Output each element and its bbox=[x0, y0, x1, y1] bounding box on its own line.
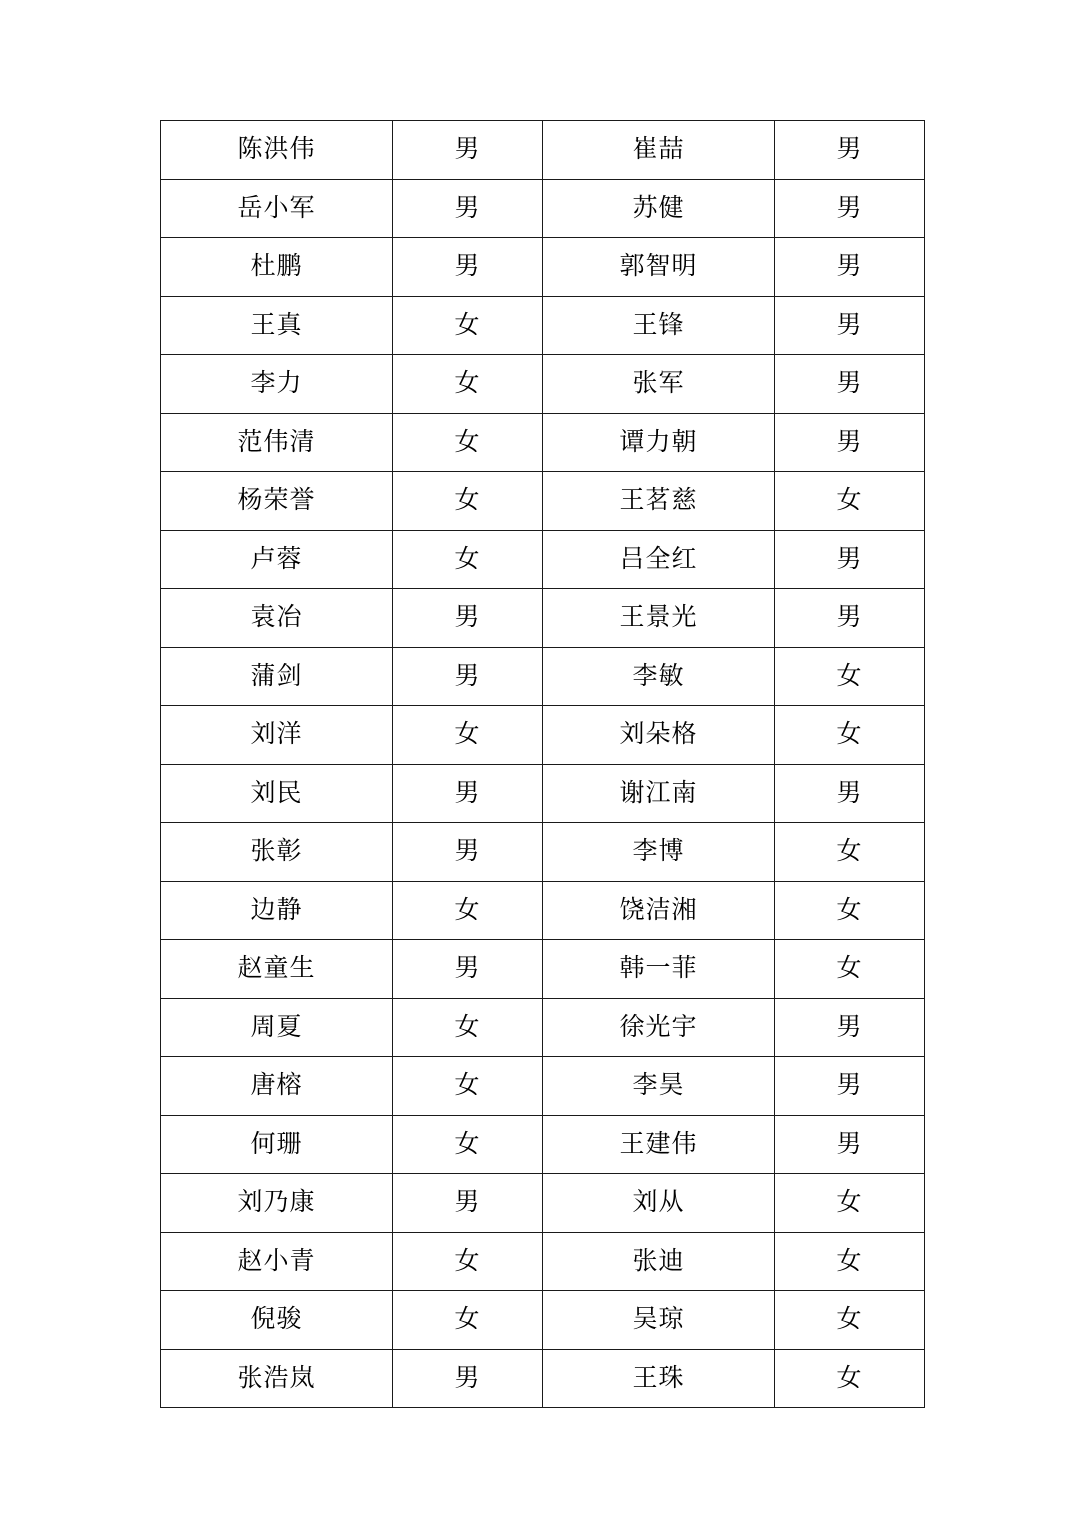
cell-sex-right: 男 bbox=[775, 179, 925, 238]
cell-name-left: 袁冶 bbox=[161, 589, 393, 648]
cell-name-right: 李昊 bbox=[543, 1057, 775, 1116]
cell-sex-right: 男 bbox=[775, 121, 925, 180]
cell-name-left: 张彰 bbox=[161, 823, 393, 882]
cell-sex-left: 男 bbox=[393, 1349, 543, 1408]
cell-name-right: 王建伟 bbox=[543, 1115, 775, 1174]
cell-name-left: 何珊 bbox=[161, 1115, 393, 1174]
cell-name-right: 刘从 bbox=[543, 1174, 775, 1233]
cell-name-right: 崔喆 bbox=[543, 121, 775, 180]
table-row bbox=[161, 647, 925, 706]
cell-name-right: 韩一菲 bbox=[543, 940, 775, 999]
cell-name-left: 周夏 bbox=[161, 998, 393, 1057]
cell-sex-left: 女 bbox=[393, 530, 543, 589]
cell-sex-right: 女 bbox=[775, 1349, 925, 1408]
cell-sex-left: 女 bbox=[393, 881, 543, 940]
cell-sex-right: 女 bbox=[775, 472, 925, 531]
cell-sex-right: 女 bbox=[775, 647, 925, 706]
table-row bbox=[161, 764, 925, 823]
cell-name-left: 王真 bbox=[161, 296, 393, 355]
cell-name-left: 边静 bbox=[161, 881, 393, 940]
cell-name-left: 刘乃康 bbox=[161, 1174, 393, 1233]
table-row bbox=[161, 296, 925, 355]
cell-sex-left: 女 bbox=[393, 706, 543, 765]
cell-name-right: 张军 bbox=[543, 355, 775, 414]
cell-name-left: 李力 bbox=[161, 355, 393, 414]
cell-name-left: 杨荣誉 bbox=[161, 472, 393, 531]
cell-sex-left: 女 bbox=[393, 1115, 543, 1174]
cell-name-left: 赵小青 bbox=[161, 1232, 393, 1291]
cell-name-right: 王锋 bbox=[543, 296, 775, 355]
table-row bbox=[161, 121, 925, 180]
cell-sex-left: 女 bbox=[393, 413, 543, 472]
table-row bbox=[161, 589, 925, 648]
cell-sex-right: 男 bbox=[775, 413, 925, 472]
cell-sex-right: 男 bbox=[775, 530, 925, 589]
cell-name-left: 蒲剑 bbox=[161, 647, 393, 706]
cell-sex-left: 男 bbox=[393, 238, 543, 297]
cell-name-right: 吕全红 bbox=[543, 530, 775, 589]
cell-sex-right: 男 bbox=[775, 296, 925, 355]
cell-name-left: 范伟清 bbox=[161, 413, 393, 472]
cell-name-left: 赵童生 bbox=[161, 940, 393, 999]
cell-sex-left: 女 bbox=[393, 998, 543, 1057]
cell-name-right: 张迪 bbox=[543, 1232, 775, 1291]
cell-sex-right: 女 bbox=[775, 881, 925, 940]
cell-name-right: 刘朵格 bbox=[543, 706, 775, 765]
cell-sex-right: 男 bbox=[775, 1057, 925, 1116]
cell-sex-right: 女 bbox=[775, 940, 925, 999]
cell-sex-right: 男 bbox=[775, 1115, 925, 1174]
cell-name-right: 王珠 bbox=[543, 1349, 775, 1408]
cell-name-right: 谭力朝 bbox=[543, 413, 775, 472]
cell-sex-left: 男 bbox=[393, 940, 543, 999]
table-row bbox=[161, 1291, 925, 1350]
cell-name-left: 倪骏 bbox=[161, 1291, 393, 1350]
cell-name-right: 郭智明 bbox=[543, 238, 775, 297]
cell-sex-left: 女 bbox=[393, 1232, 543, 1291]
cell-name-right: 王景光 bbox=[543, 589, 775, 648]
cell-sex-left: 男 bbox=[393, 647, 543, 706]
table-row bbox=[161, 413, 925, 472]
cell-name-left: 陈洪伟 bbox=[161, 121, 393, 180]
table-row bbox=[161, 238, 925, 297]
table-row bbox=[161, 706, 925, 765]
table-row bbox=[161, 1349, 925, 1408]
cell-name-right: 李博 bbox=[543, 823, 775, 882]
roster-table bbox=[160, 120, 925, 1408]
cell-sex-left: 女 bbox=[393, 355, 543, 414]
cell-name-left: 杜鹏 bbox=[161, 238, 393, 297]
table-row bbox=[161, 472, 925, 531]
cell-name-right: 谢江南 bbox=[543, 764, 775, 823]
cell-sex-left: 男 bbox=[393, 589, 543, 648]
cell-name-left: 唐榕 bbox=[161, 1057, 393, 1116]
table-row bbox=[161, 998, 925, 1057]
cell-name-left: 刘洋 bbox=[161, 706, 393, 765]
cell-name-left: 张浩岚 bbox=[161, 1349, 393, 1408]
table-row bbox=[161, 179, 925, 238]
cell-sex-right: 男 bbox=[775, 238, 925, 297]
table-row bbox=[161, 530, 925, 589]
cell-name-right: 吴琼 bbox=[543, 1291, 775, 1350]
cell-name-right: 饶洁湘 bbox=[543, 881, 775, 940]
cell-name-right: 王茗慈 bbox=[543, 472, 775, 531]
roster-table-body bbox=[161, 121, 925, 1408]
cell-sex-left: 男 bbox=[393, 764, 543, 823]
cell-sex-left: 男 bbox=[393, 179, 543, 238]
cell-sex-left: 女 bbox=[393, 1057, 543, 1116]
table-row bbox=[161, 1115, 925, 1174]
cell-sex-right: 女 bbox=[775, 706, 925, 765]
cell-sex-left: 男 bbox=[393, 1174, 543, 1233]
table-row bbox=[161, 940, 925, 999]
cell-sex-left: 女 bbox=[393, 296, 543, 355]
cell-name-right: 苏健 bbox=[543, 179, 775, 238]
cell-name-left: 岳小军 bbox=[161, 179, 393, 238]
table-row bbox=[161, 355, 925, 414]
cell-sex-left: 女 bbox=[393, 472, 543, 531]
cell-name-left: 刘民 bbox=[161, 764, 393, 823]
cell-name-right: 徐光宇 bbox=[543, 998, 775, 1057]
cell-sex-right: 男 bbox=[775, 589, 925, 648]
table-row bbox=[161, 1174, 925, 1233]
cell-sex-right: 女 bbox=[775, 823, 925, 882]
cell-sex-left: 女 bbox=[393, 1291, 543, 1350]
cell-sex-right: 男 bbox=[775, 355, 925, 414]
cell-sex-left: 男 bbox=[393, 121, 543, 180]
cell-name-left: 卢蓉 bbox=[161, 530, 393, 589]
table-row bbox=[161, 1057, 925, 1116]
table-row bbox=[161, 1232, 925, 1291]
cell-sex-right: 女 bbox=[775, 1291, 925, 1350]
cell-name-right: 李敏 bbox=[543, 647, 775, 706]
cell-sex-left: 男 bbox=[393, 823, 543, 882]
cell-sex-right: 女 bbox=[775, 1232, 925, 1291]
cell-sex-right: 男 bbox=[775, 998, 925, 1057]
cell-sex-right: 女 bbox=[775, 1174, 925, 1233]
table-row bbox=[161, 823, 925, 882]
cell-sex-right: 男 bbox=[775, 764, 925, 823]
table-row bbox=[161, 881, 925, 940]
